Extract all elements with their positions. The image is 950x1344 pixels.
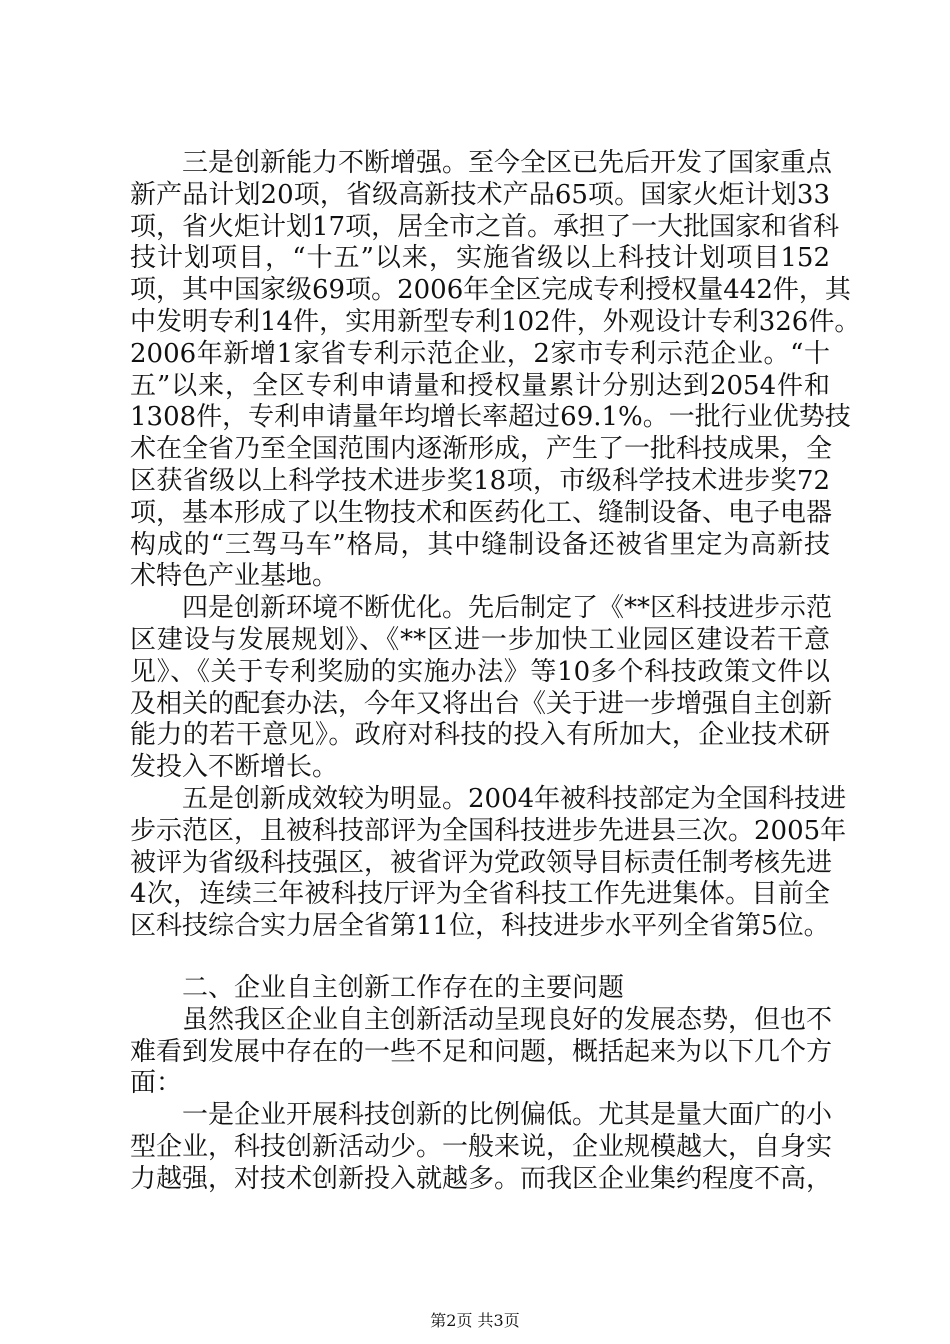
page-footer (0, 1308, 950, 1331)
text-line: 力越强，对技术创新投入就越多。而我区企业集约程度不高， (130, 1163, 833, 1194)
document-body (130, 148, 861, 1196)
paragraph-innovation-results (130, 783, 847, 943)
text-line: 技计划项目，“十五”以来，实施省级以上科技计划项目152 (130, 243, 830, 274)
paragraph-innovation-capability (130, 148, 861, 593)
text-line: 项，基本形成了以生物技术和医药化工、缝制设备、电子电器 (130, 497, 833, 528)
text-line: 面： (130, 1068, 183, 1099)
text-line: 区获省级以上科学技术进步奖18项，市级科学技术进步奖72 (130, 465, 830, 496)
text-line: 被评为省级科技强区，被省评为党政领导目标责任制考核先进 (130, 847, 833, 878)
text-line: 术在全省乃至全国范围内逐渐形成，产生了一批科技成果，全 (130, 434, 833, 465)
page-number: 第2页 共3页 (430, 1311, 520, 1330)
section-heading (130, 973, 830, 1005)
text-line: 及相关的配套办法，今年又将出台《关于进一步增强自主创新 (130, 688, 833, 719)
text-line: 四是创新环境不断优化。先后制定了《**区科技进步示范 (182, 593, 833, 624)
text-line: 发投入不断增长。 (130, 752, 339, 783)
paragraph-problems-intro (130, 1004, 833, 1100)
text-line: 见》、《关于专利奖励的实施办法》等10多个科技政策文件以 (130, 656, 830, 687)
text-line: 五”以来，全区专利申请量和授权量累计分别达到2054件和 (130, 370, 830, 401)
paragraph-innovation-environment (130, 593, 833, 784)
text-line: 能力的若干意见》。政府对科技的投入有所加大，企业技术研 (130, 720, 830, 751)
text-line: 4次，连续三年被科技厅评为全省科技工作先进集体。目前全 (130, 879, 830, 910)
text-line: 步示范区，且被科技部评为全国科技进步先进县三次。2005年 (130, 815, 847, 846)
text-line: 五是创新成效较为明显。2004年被科技部定为全国科技进 (182, 783, 847, 814)
text-line: 术特色产业基地。 (130, 561, 339, 592)
text-line: 项，省火炬计划17项，居全市之首。承担了一大批国家和省科 (130, 211, 840, 242)
text-line: 1308件，专利申请量年均增长率超过69.1%。一批行业优势技 (130, 402, 851, 433)
text-line: 难看到发展中存在的一些不足和问题，概括起来为以下几个方 (130, 1036, 833, 1067)
section-heading-text: 二、企业自主创新工作存在的主要问题 (182, 972, 625, 1003)
text-line: 区建设与发展规划》、《**区进一步加快工业园区建设若干意 (130, 624, 830, 655)
text-line: 型企业，科技创新活动少。一般来说，企业规模越大，自身实 (130, 1131, 833, 1162)
text-line: 中发明专利14件，实用新型专利102件，外观设计专利326件。 (130, 306, 861, 337)
text-line: 2006年新增1家省专利示范企业，2家市专利示范企业。“十 (130, 338, 830, 369)
text-line: 新产品计划20项，省级高新技术产品65项。国家火炬计划33 (130, 179, 830, 210)
text-line: 区科技综合实力居全省第11位，科技进步水平列全省第5位。 (130, 911, 830, 942)
text-line: 一是企业开展科技创新的比例偏低。尤其是量大面广的小 (182, 1100, 833, 1131)
text-line: 构成的“三驾马车”格局，其中缝制设备还被省里定为高新技 (130, 529, 830, 560)
text-line: 项，其中国家级69项。2006年全区完成专利授权量442件，其 (130, 275, 851, 306)
paragraph-gap (130, 943, 830, 973)
paragraph-low-innovation-ratio (130, 1100, 833, 1195)
text-line: 虽然我区企业自主创新活动呈现良好的发展态势，但也不 (182, 1004, 833, 1035)
text-line: 三是创新能力不断增强。至今全区已先后开发了国家重点 (182, 148, 833, 178)
